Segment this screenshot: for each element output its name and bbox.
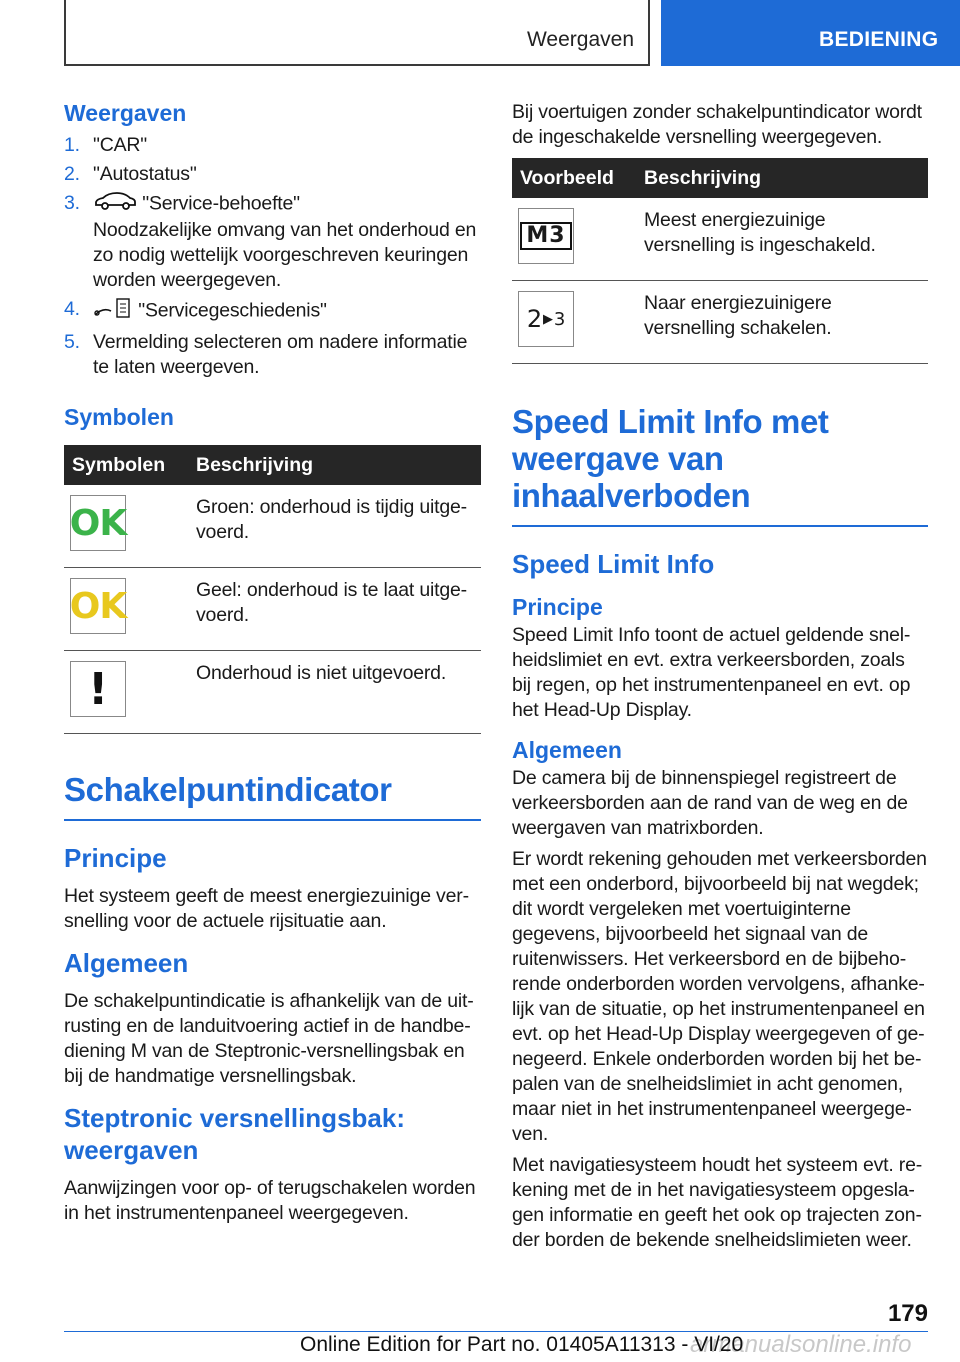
table-cell: Geel: onderhoud is te laat uitgevoerd. (188, 568, 481, 651)
car-service-icon (93, 191, 137, 218)
principe-text: Het systeem geeft de meest energiezuinige versnelling voor de actuele rijsituatie aan. (64, 885, 470, 933)
schakelpuntindicator-heading: Schakelpuntindicator (64, 772, 481, 821)
list-item (64, 191, 481, 293)
ok-green-icon: OK (70, 495, 126, 551)
gear-m3-icon: M3 (518, 208, 574, 264)
list-item (64, 162, 481, 187)
list-number: 4. (64, 298, 80, 320)
exclamation-icon: ! (70, 661, 126, 717)
speed-limit-heading: Speed Limit Info met weergave van inhaalverboden (512, 404, 928, 527)
table-header: Beschrijving (188, 445, 481, 485)
symbol-table (64, 445, 481, 734)
table-cell: Naar energiezuinigere versnelling schakelen. (636, 281, 928, 364)
table-row (64, 651, 481, 734)
principe-heading: Principe (64, 842, 167, 873)
intro-text: Bij voertuigen zonder schakelpuntindicator wordt de ingeschakelde versnelling weergegeven. (512, 101, 922, 148)
list-number: 2. (64, 163, 80, 185)
left-column (64, 100, 481, 1232)
algemeen-text: De schakelpuntindicatie is afhankelijk van de uitrusting en de landuitvoering actief in de handbediening M van de Steptronic-versnellingsbak en bij de handmatige versnellingsbak. (64, 990, 474, 1088)
header-chapter-tab[interactable]: BEDIENING (661, 0, 960, 66)
table-header: Beschrijving (636, 158, 928, 198)
steptronic-heading: Steptronic versnellingsbak: weergaven (64, 1103, 405, 1165)
list-text: "Service-behoefte" (142, 192, 300, 215)
example-table (512, 158, 928, 364)
header-section-title: Weergaven (526, 28, 634, 51)
list-number: 1. (64, 134, 80, 156)
table-cell: Groen: onderhoud is tijdig uitgevoerd. (188, 485, 481, 568)
algemeen-text: Met navigatiesysteem houdt het systeem evt. rekening met de in het navigatiesysteem opgeslagen informatie en geeft het ook op trajecten zonder borden de bekende snelheidslimieten weer. (512, 1154, 923, 1252)
list-number: 5. (64, 331, 80, 353)
table-row (64, 568, 481, 651)
right-column (512, 100, 928, 1259)
list-text: "Servicegeschiedenis" (138, 299, 327, 322)
table-row (64, 485, 481, 568)
ok-yellow-icon: OK (70, 578, 126, 634)
service-history-icon (93, 297, 133, 326)
table-row (512, 281, 928, 364)
list-number: 3. (64, 192, 80, 214)
page-header (0, 0, 960, 66)
table-header: Voorbeeld (512, 158, 636, 198)
table-row (512, 198, 928, 281)
principe-heading: Principe (512, 594, 603, 621)
algemeen-text: De camera bij de binnenspiegel registreert de verkeersborden aan de rand van de weg en de weergaven van matrixborden. (512, 767, 908, 840)
algemeen-text: Er wordt rekening gehouden met verkeersborden met een onderbord, bijvoorbeeld bij nat wegdek; dit wordt vergeleken met voertuiginterne gegevens, bijvoorbeeld het signaal van de ruitenwissers. Het verkeersbord en de bijbehorende onderborden worden vervolgens, afhankelijk van de situatie, op het instrumentenpaneel en evt. op het Head-Up Display weergegeven of genegeerd. Enkele onderborden worden bij het bepalen van de snelheidslimiet in acht genomen, maar niet in het instrumentenpaneel weergegeven. (512, 848, 927, 1146)
steptronic-text: Aanwijzingen voor op- of terugschakelen worden in het instrumentenpaneel weergegeven. (64, 1176, 476, 1224)
principe-text: Speed Limit Info toont de actuel geldende snelheidslimiet en evt. extra verkeersborden, zoals bij regen, op het instrumentenpaneel en evt. op het Head-Up Display. (512, 624, 911, 722)
weergaven-heading: Weergaven (64, 100, 187, 126)
list-item (64, 330, 481, 380)
list-text: Vermelding selecteren om nadere informatie te laten weergeven. (93, 331, 468, 378)
table-header: Symbolen (64, 445, 188, 485)
weergaven-list (64, 133, 481, 380)
symbolen-heading: Symbolen (64, 404, 174, 430)
list-item (64, 133, 481, 158)
list-item (64, 297, 481, 326)
table-cell: Onderhoud is niet uitgevoerd. (188, 651, 481, 734)
table-cell: Meest energiezuinige versnelling is ingeschakeld. (636, 198, 928, 281)
algemeen-heading: Algemeen (512, 737, 622, 764)
list-text: "CAR" (93, 134, 148, 156)
algemeen-heading: Algemeen (64, 948, 189, 979)
list-extra-text: Noodzakelijke omvang van het onderhoud en zo nodig wettelijk voorgeschreven keuringen worden weergegeven. (93, 219, 477, 291)
footer-edition: Online Edition for Part no. 01405A11313 - VI/20 (300, 1333, 744, 1356)
watermark: armanualsonline.info (690, 1331, 912, 1358)
list-text: "Autostatus" (93, 163, 197, 185)
sli-heading: Speed Limit Info (512, 548, 715, 579)
page-number: 179 (887, 1300, 928, 1327)
shift-up-icon: 2 ▶ 3 (518, 291, 574, 347)
